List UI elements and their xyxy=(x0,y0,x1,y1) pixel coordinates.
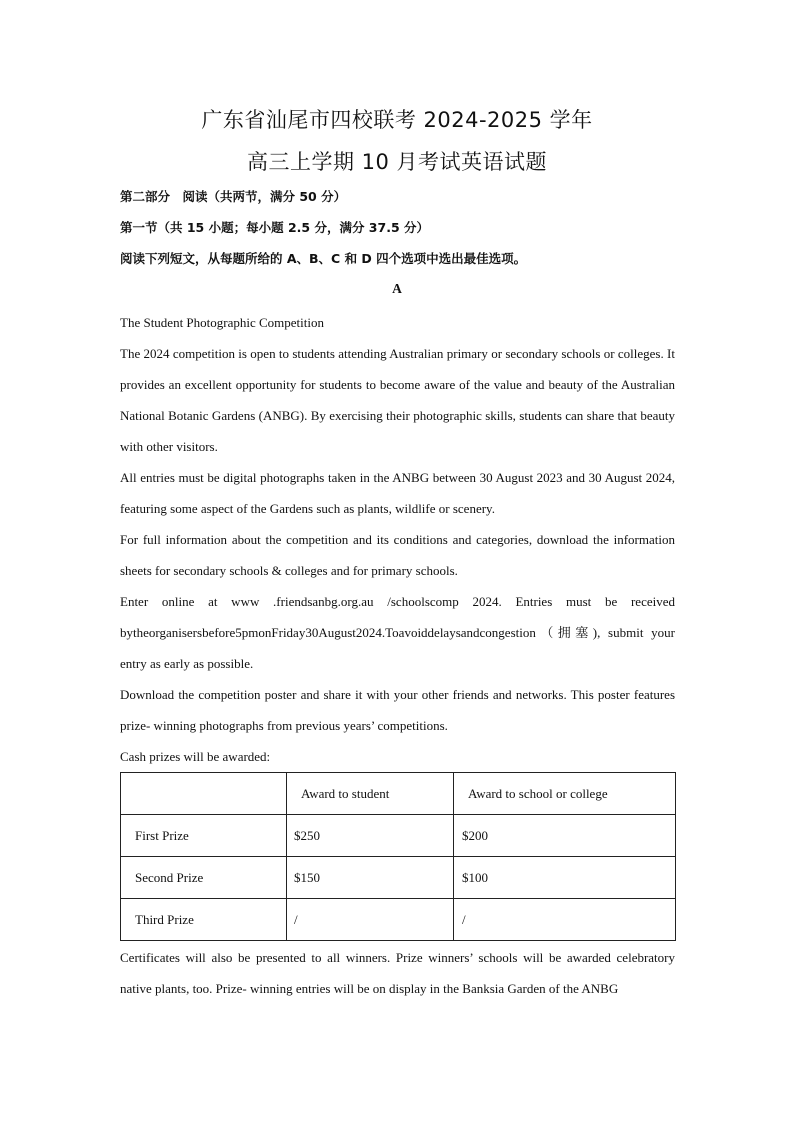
passage-letter: A xyxy=(392,281,402,296)
table-cell: $250 xyxy=(287,815,454,857)
paragraph-entries: All entries must be digital photographs taken in the ANBG between 30 August 2023 and 30 August 2024, featuring some aspect of the Gardens such as plants, wildlife or scenery. xyxy=(120,470,675,516)
table-cell: / xyxy=(454,899,676,941)
table-header-cell xyxy=(121,773,287,815)
passage-title: The Student Photographic Competition xyxy=(120,315,325,330)
table-header-cell: Award to school or college xyxy=(454,773,676,815)
paragraph-certificates: Certificates will also be presented to all winners. Prize winners’ schools will be awarded celebratory native plants, too. Prize- winning entries will be on display in the Banksia Garden of the ANBG xyxy=(120,950,675,996)
table-row xyxy=(121,857,676,899)
table-cell: Third Prize xyxy=(121,899,287,941)
part-heading: 第二部分 阅读（共两节，满分 50 分） xyxy=(120,189,347,204)
table-header-cell: Award to student xyxy=(287,773,454,815)
table-row xyxy=(121,815,676,857)
table-cell: Second Prize xyxy=(121,857,287,899)
table-cell: First Prize xyxy=(121,815,287,857)
section-heading: 第一节（共 15 小题；每小题 2.5 分，满分 37.5 分） xyxy=(120,220,429,235)
table-cell: / xyxy=(287,899,454,941)
table-cell: $100 xyxy=(454,857,676,899)
table-row xyxy=(121,899,676,941)
document-title-line-2: 高三上学期 10 月考试英语试题 xyxy=(246,150,548,174)
document-title-line-1: 广东省汕尾市四校联考 2024-2025 学年 xyxy=(201,108,593,132)
paragraph-intro: The 2024 competition is open to students attending Australian primary or secondary schools or colleges. It provides an excellent opportunity for students to become aware of the value and beauty of the Australian National Botanic Gardens (ANBG). By exercising their photographic skills, students can share that beauty with other visitors. xyxy=(120,346,675,454)
paragraph-cash-prizes: Cash prizes will be awarded: xyxy=(120,749,271,764)
prize-table xyxy=(120,772,676,941)
instruction-text: 阅读下列短文，从每题所给的 A、B、C 和 D 四个选项中选出最佳选项。 xyxy=(120,251,527,266)
table-cell: $200 xyxy=(454,815,676,857)
paragraph-enter-online: Enter online at www .friendsanbg.org.au /schoolscomp 2024. Entries must be received bytheorganisersbefore5pmonFriday30August2024.Toavoiddelaysandcongestion（拥塞), submit your entry as early as possible. xyxy=(120,594,675,671)
table-cell: $150 xyxy=(287,857,454,899)
paragraph-information: For full information about the competition and its conditions and categories, download the information sheets for secondary schools & colleges and for primary schools. xyxy=(120,532,675,578)
paragraph-poster: Download the competition poster and share it with your other friends and networks. This poster features prize- winning photographs from previous years’ competitions. xyxy=(120,687,675,733)
table-header-row xyxy=(121,773,676,815)
